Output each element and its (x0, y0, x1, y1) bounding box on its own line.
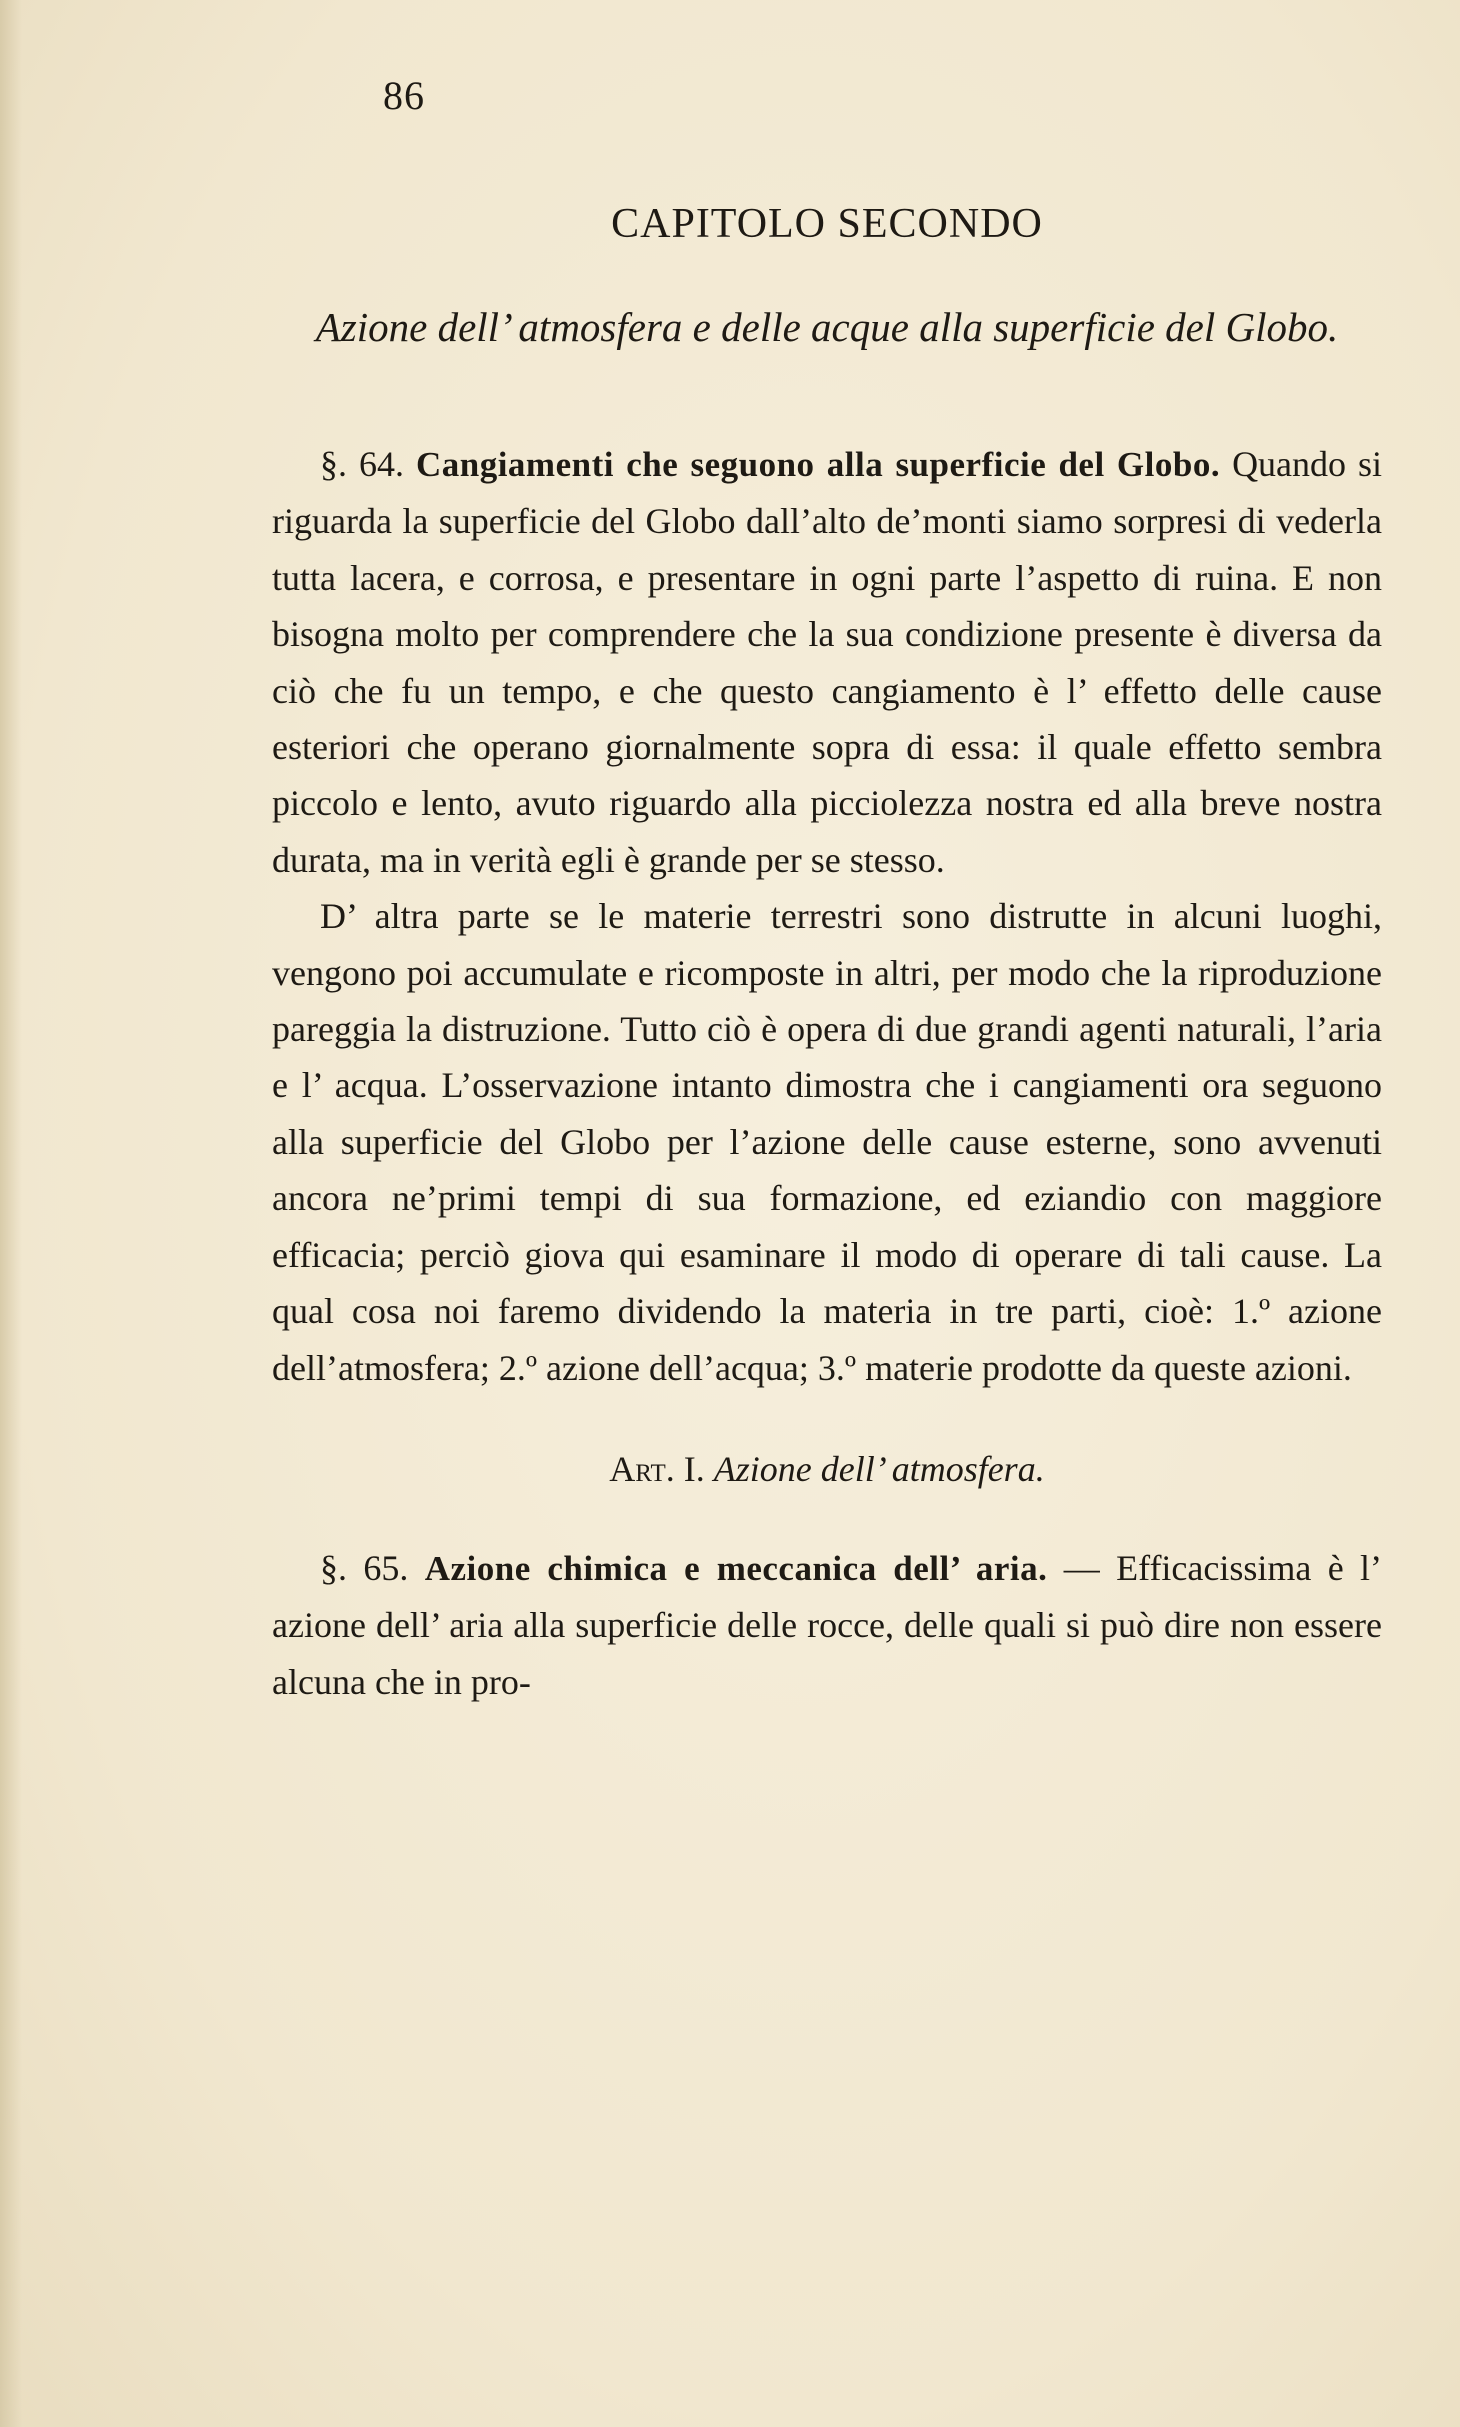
article-name: Azione dell’ atmosfera. (713, 1448, 1045, 1489)
chapter-subtitle: Azione dell’ atmosfera e delle acque alla superficie del Globo. (315, 304, 1339, 350)
section-65-number: §. 65. (320, 1547, 409, 1588)
page-text-block (272, 200, 1382, 1710)
section-64-text: Quando si riguarda la superficie del Globo dall’alto de’monti siamo sorpresi di vederla tutta lacera, e corrosa, e presentare in ogni parte l’aspetto di ruina. E non bisogna molto per comprendere che la sua condizione presente è diversa da ciò che fu un tempo, e che questo cangiamento è l’ effetto delle cause esteriori che operano giornalmente sopra di essa: il quale effetto sembra piccolo e lento, avuto riguardo alla picciolezza nostra ed alla breve nostra durata, ma in verità egli è grande per se stesso. (272, 444, 1383, 880)
chapter-title: CAPITOLO SECONDO (611, 201, 1043, 247)
article-title (272, 1448, 1382, 1490)
section-64-heading: Cangiamenti che seguono alla superficie del Globo. (415, 445, 1221, 484)
section-64-number: §. 64. (320, 444, 404, 484)
section-65-heading: Azione chimica e meccanica dell’ aria. (424, 1548, 1048, 1588)
section-65-text: — Efficacissima è l’ azione dell’ aria alla superficie delle rocce, delle quali si può dire non essere alcuna che in pro- (272, 1547, 1383, 1702)
section-65-paragraph (272, 1540, 1382, 1710)
page-number: 86 (383, 73, 425, 118)
section-64-paragraph (272, 436, 1382, 888)
section-64-paragraph-2: D’ altra parte se le materie terrestri sono distrutte in alcuni luoghi, vengono poi accumulate e ricomposte in altri, per modo che la riproduzione pareggia la distruzione. Tutto ciò è opera di due grandi agenti naturali, l’aria e l’ acqua. L’osservazione intanto dimostra che i cangiamenti ora seguono alla superficie del Globo per l’azione delle cause esterne, sono avvenuti ancora ne’primi tempi di sua formazione, ed eziandio con maggiore efficacia; perciò giova qui esaminare il modo di operare di tali cause. La qual cosa noi faremo dividendo la materia in tre parti, cioè: 1.º azione dell’atmosfera; 2.º azione dell’acqua; 3.º materie prodotte da queste azioni. (272, 896, 1382, 1388)
article-label: Art. I. (609, 1448, 705, 1489)
page-gutter-shadow (0, 0, 22, 2427)
